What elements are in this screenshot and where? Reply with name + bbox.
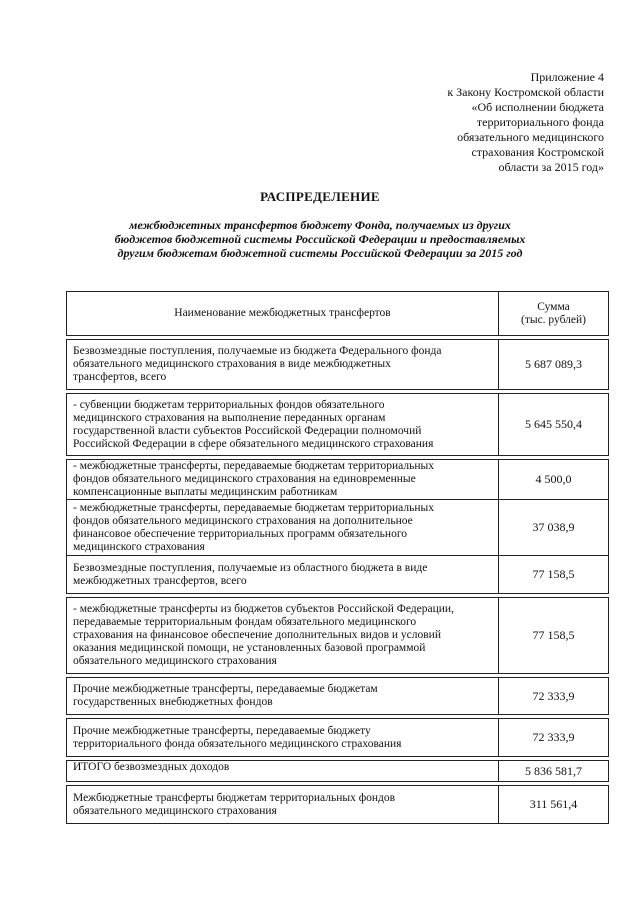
row-amount: 5 645 550,4 xyxy=(499,394,609,456)
appendix-line: Приложение 4 xyxy=(530,70,604,84)
row-name-line: государственной власти субъектов Российской Федерации полномочий xyxy=(73,424,422,437)
row-name xyxy=(67,761,499,782)
row-name xyxy=(67,340,499,390)
subtitle-line: межбюджетных трансфертов бюджету Фонда, получаемых из других xyxy=(129,218,511,232)
row-name-line: трансфертов, всего xyxy=(73,371,167,383)
row-name xyxy=(67,598,499,674)
table-row xyxy=(67,719,609,757)
row-name-line: - субвенции бюджетам территориальных фондов обязательного xyxy=(73,398,385,411)
appendix-line: страхования Костромской xyxy=(471,145,604,159)
row-name-line: обязательного медицинского страхования в виде межбюджетных xyxy=(73,358,391,370)
row-name-line: компенсационные выплаты медицинским работникам xyxy=(73,486,338,498)
table-row xyxy=(67,556,609,594)
row-name-line: - межбюджетные трансферты, передаваемые бюджетам территориальных xyxy=(73,501,434,514)
row-amount: 311 561,4 xyxy=(499,786,609,824)
table-row xyxy=(67,786,609,824)
appendix-note xyxy=(447,70,604,175)
row-amount: 5 687 089,3 xyxy=(499,340,609,390)
appendix-line: обязательного медицинского xyxy=(457,130,604,144)
subtitle-line: другим бюджетам бюджетной системы Российской Федерации за 2015 год xyxy=(117,246,523,260)
row-name xyxy=(67,678,499,715)
row-name-line: Безвозмездные поступления, получаемые из областного бюджета в виде xyxy=(73,561,428,574)
table-row xyxy=(67,460,609,500)
row-name-line: Межбюджетные трансферты бюджетам территориальных фондов xyxy=(73,791,396,804)
table-row xyxy=(67,394,609,456)
column-header-name: Наименование межбюджетных трансфертов xyxy=(67,292,499,336)
table-header-row xyxy=(67,292,609,336)
row-amount: 77 158,5 xyxy=(499,598,609,674)
appendix-line: к Закону Костромской области xyxy=(447,85,604,99)
row-name-line: ИТОГО безвозмездных доходов xyxy=(73,761,230,773)
table-row xyxy=(67,598,609,674)
amount-header-line: Сумма xyxy=(537,300,570,313)
appendix-line: области за 2015 год» xyxy=(498,160,604,174)
row-name xyxy=(67,556,499,594)
document-subtitle xyxy=(60,218,580,260)
row-name xyxy=(67,460,499,500)
row-name-line: - межбюджетные трансферты, передаваемые бюджетам территориальных xyxy=(73,460,434,472)
row-amount: 4 500,0 xyxy=(499,460,609,500)
row-name xyxy=(67,500,499,556)
row-name-line: межбюджетных трансфертов, всего xyxy=(73,574,247,587)
row-amount: 72 333,9 xyxy=(499,719,609,757)
row-name-line: финансовое обеспечение территориальных программ обязательного xyxy=(73,527,407,540)
row-name-line: Российской Федерации в сфере обязательного медицинского страхования xyxy=(73,437,434,450)
table-row xyxy=(67,678,609,715)
row-name xyxy=(67,719,499,757)
row-name-line: страхования на финансовое обеспечение дополнительных видов и условий xyxy=(73,629,441,641)
row-amount: 77 158,5 xyxy=(499,556,609,594)
row-amount: 37 038,9 xyxy=(499,500,609,556)
row-name-line: фондов обязательного медицинского страхования на единовременные xyxy=(73,473,416,485)
row-name-line: Безвозмездные поступления, получаемые из бюджета Федерального фонда xyxy=(73,345,442,357)
table-row-total xyxy=(67,761,609,782)
column-header-amount xyxy=(499,292,609,336)
row-name-line: оказания медицинской помощи, не установленных базовой программой xyxy=(73,642,426,654)
row-name-line: медицинского страхования на выполнение переданных органам xyxy=(73,411,386,424)
appendix-line: территориального фонда xyxy=(476,115,604,129)
amount-header-line: (тыс. рублей) xyxy=(520,313,587,326)
row-name-line: медицинского страхования xyxy=(73,540,205,553)
appendix-line: «Об исполнении бюджета xyxy=(471,100,604,114)
subtitle-line: бюджетов бюджетной системы Российской Федерации и предоставляемых xyxy=(114,232,526,246)
row-name xyxy=(67,394,499,456)
document-title: РАСПРЕДЕЛЕНИЕ xyxy=(260,189,380,204)
row-name-line: - межбюджетные трансферты из бюджетов субъектов Российской Федерации, xyxy=(73,603,454,615)
row-name-line: обязательного медицинского страхования xyxy=(73,655,277,667)
table-row xyxy=(67,500,609,556)
row-name-line: передаваемые территориальным фондам обязательного медицинского xyxy=(73,616,417,628)
row-name-line: Прочие межбюджетные трансферты, передаваемые бюджетам xyxy=(73,683,378,695)
row-name-line: фондов обязательного медицинского страхования на дополнительное xyxy=(73,514,413,527)
transfers-table xyxy=(66,291,609,824)
table-row xyxy=(67,340,609,390)
row-name xyxy=(67,786,499,824)
row-name-line: обязательного медицинского страхования xyxy=(73,804,277,817)
row-amount: 72 333,9 xyxy=(499,678,609,715)
row-name-line: Прочие межбюджетные трансферты, передаваемые бюджету xyxy=(73,724,371,737)
row-name-line: территориального фонда обязательного медицинского страхования xyxy=(73,737,402,750)
row-amount: 5 836 581,7 xyxy=(499,761,609,782)
row-name-line: государственных внебюджетных фондов xyxy=(73,696,273,708)
